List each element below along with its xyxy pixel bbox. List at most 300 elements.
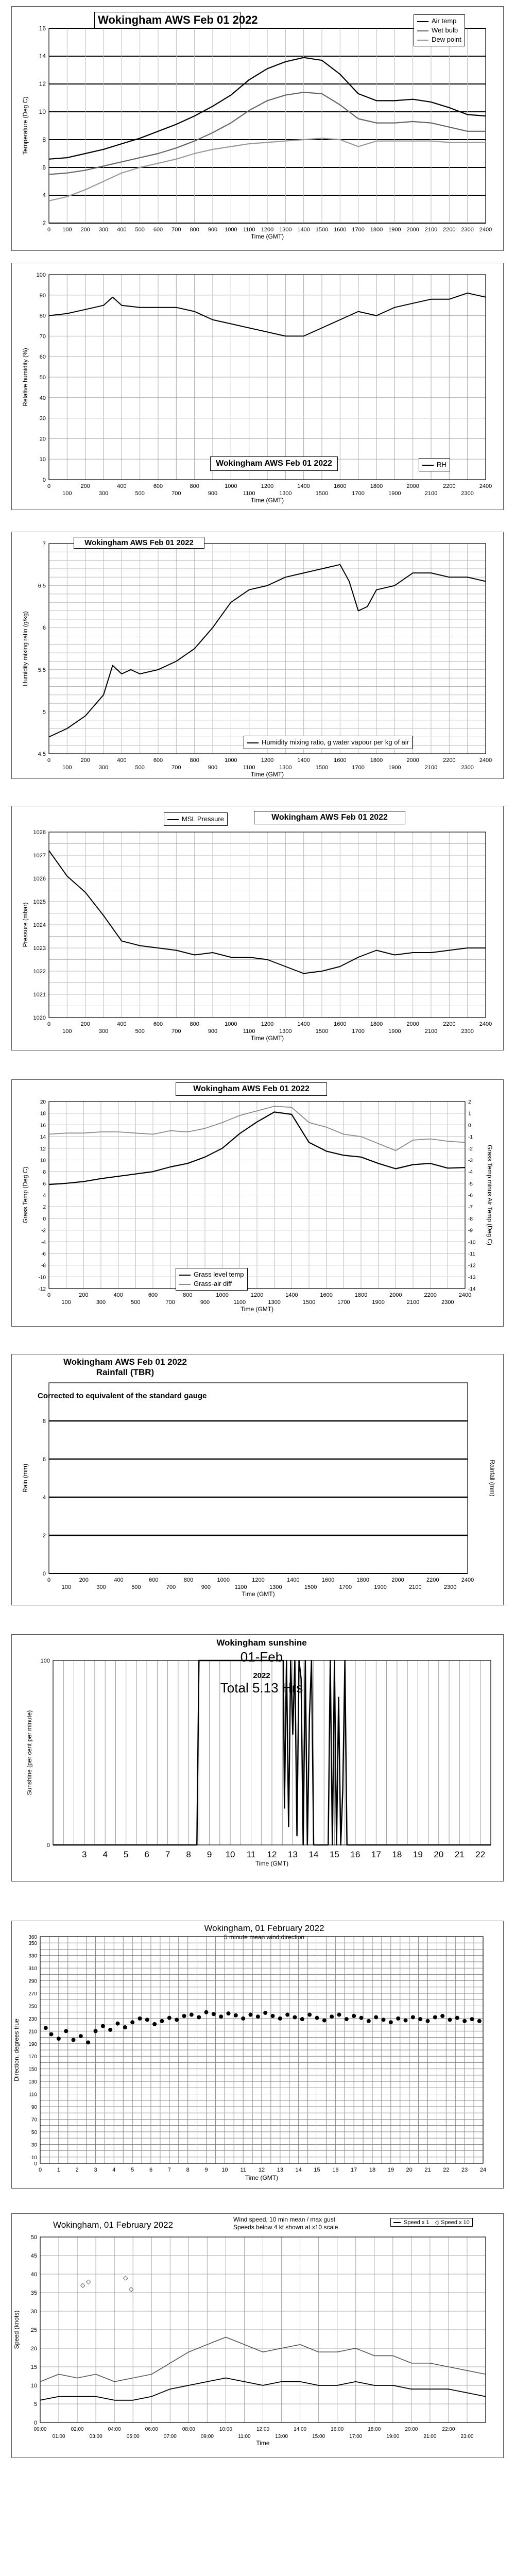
y-tick-label: 5 [33,2401,37,2408]
y-tick-label: 50 [39,375,46,381]
wind-direction-chart-svg [12,1921,504,2189]
x-tick-label: 1400 [297,483,310,489]
x-tick-label: 900 [208,227,218,233]
x-tick-label: 1400 [285,1292,298,1298]
x-tick-label: 13 [277,2167,283,2173]
legend-swatch-icon [167,819,179,820]
y-tick-label: 5.5 [38,667,46,673]
x-tick-label: 500 [135,765,145,771]
x-axis-title: Time (GMT) [245,2174,279,2181]
y-tick-label: 0 [468,1123,471,1129]
x-tick-label: 15:00 [312,2434,325,2439]
y-tick-label: 10 [30,2383,37,2389]
x-tick-label: 20 [406,2167,413,2173]
y-tick-label: -5 [468,1181,473,1187]
y-tick-label: 10 [40,1158,46,1164]
x-axis-title: Time (GMT) [255,1860,289,1867]
wind-direction-point [382,2018,386,2022]
x-tick-label: 18:00 [368,2427,381,2432]
wind-direction-point [64,2029,68,2033]
y-tick-label: 130 [28,2079,37,2086]
x-tick-label: 300 [96,1584,106,1590]
y-tick-label: 100 [36,272,46,278]
x-tick-label: 2200 [426,1577,439,1583]
x-tick-label: 5 [123,1850,129,1859]
y-tick-label: 30 [31,2142,37,2148]
x-tick-label: 08:00 [182,2427,195,2432]
legend-swatch-icon [417,21,428,22]
x-tick-label: 600 [153,227,163,233]
x-tick-label: 17:00 [349,2434,363,2439]
y-axis-title: Speed (knots) [13,2310,20,2349]
x-tick-label: 700 [171,765,181,771]
wind-direction-point [160,2019,164,2023]
wind-direction-point [116,2022,120,2026]
y-tick-label: 0 [43,1216,46,1222]
y-tick-label: 30 [30,2309,37,2315]
wind-speed-subtitle-2: Speeds below 4 kt shown at x10 scale [233,2224,338,2231]
x-tick-label: 1700 [339,1584,352,1590]
legend-rh [422,460,447,469]
x-tick-label: 1800 [356,1577,369,1583]
sunshine-year: 2022 [253,1671,270,1680]
x-tick-label: 1100 [243,490,255,497]
x-tick-label: 2100 [409,1584,422,1590]
x-tick-label: 10:00 [219,2427,232,2432]
y-tick-label: 7 [42,541,46,547]
y-tick-label: 250 [28,2004,37,2010]
x-tick-label: 9 [204,2167,208,2173]
x-tick-label: 300 [98,1028,109,1035]
wind-direction-point [404,2019,408,2023]
x-tick-label: 2100 [424,227,438,233]
y-tick-label: 170 [28,2054,37,2060]
x-tick-label: 12 [258,2167,265,2173]
wind-direction-point [123,2025,127,2029]
x-tick-label: 100 [62,490,72,497]
x-tick-label: 400 [113,1292,123,1298]
x-tick-label: 1700 [352,1028,365,1035]
y-tick-label: 35 [30,2290,37,2296]
pressure-chart-panel [11,806,504,1050]
x-tick-label: 11 [240,2167,246,2173]
x-tick-label: 0 [47,483,51,489]
legend-speed-x1 [393,2219,430,2226]
x-tick-label: 12 [267,1850,277,1859]
x-tick-label: 900 [208,490,218,497]
y-axis-title: Temperature (Deg C) [22,96,29,155]
x-tick-label: 0 [47,757,51,764]
x-tick-label: 700 [171,1028,181,1035]
wind-direction-point [44,2026,48,2030]
x-tick-label: 1900 [388,1028,401,1035]
x-tick-label: 1700 [352,490,365,497]
y-tick-label: 8 [42,136,46,143]
x-tick-label: 14 [308,1850,319,1859]
wind-direction-point [263,2011,267,2015]
y-tick-label: 45 [30,2253,37,2259]
x-tick-label: 02:00 [71,2427,84,2432]
x-tick-label: 300 [98,227,109,233]
wind-direction-chart-subtitle: 5 minute mean wind direction [224,1934,305,1941]
x-axis-title: Time (GMT) [250,771,284,778]
x-tick-label: 1300 [279,765,292,771]
wind-speed-chart-panel [11,2213,504,2458]
x-tick-label: 800 [190,1021,199,1027]
legend-swatch-icon [417,30,428,31]
x-axis-title: Time (GMT) [250,233,284,240]
x-tick-label: 1300 [279,490,292,497]
x-tick-label: 1200 [252,1577,265,1583]
x-tick-label: 1200 [261,1021,274,1027]
y-tick-label: -2 [468,1146,473,1152]
y-tick-label: 4.5 [38,751,46,757]
wind-direction-point [175,2018,179,2022]
y-tick-label: 1022 [33,969,46,975]
wind-direction-point [322,2019,327,2023]
x-tick-label: 11:00 [238,2434,251,2439]
y-tick-label: 6 [43,1181,46,1187]
x-tick-label: 2300 [461,490,474,497]
x-tick-label: 1200 [261,227,274,233]
speed-x10-point: ◇ [86,2278,91,2285]
y-tick-label: 2 [42,1533,46,1539]
x-tick-label: 1 [57,2167,60,2173]
y-tick-label: 1028 [33,829,46,836]
x-tick-label: 24 [479,2167,487,2173]
y-tick-label: 190 [28,2041,37,2047]
x-tick-label: 1900 [388,227,401,233]
y-tick-label: 2 [468,1099,471,1105]
y-tick-label: -2 [41,1228,46,1234]
wind-direction-point [204,2010,209,2014]
sunshine-date: 01-Feb [240,1649,283,1665]
x-tick-label: 2200 [443,227,456,233]
x-tick-label: 700 [171,490,181,497]
x-tick-label: 1000 [225,757,237,764]
x-tick-label: 1300 [279,1028,292,1035]
wind-direction-point [249,2013,253,2017]
legend-swatch-icon [179,1284,191,1285]
y-tick-label: 10 [39,456,46,463]
y-tick-label: 15 [30,2364,37,2370]
x-tick-label: 500 [131,1299,141,1306]
wind-direction-chart-panel [11,1921,504,2189]
legend-msl-pressure [167,815,224,824]
x-tick-label: 01:00 [52,2434,65,2439]
wind-direction-point [433,2015,437,2019]
y-axis-title: Humidity mixing ratio (g/kg) [22,611,29,686]
x-tick-label: 1000 [217,1577,230,1583]
wind-direction-point [145,2018,149,2022]
x-tick-label: 1600 [321,1577,335,1583]
y-tick-label: -8 [41,1263,46,1269]
y-tick-label: -9 [468,1228,473,1234]
grass-temp-chart-panel [11,1079,504,1327]
grass-temp-chart-title: Wokingham AWS Feb 01 2022 [176,1082,327,1096]
y-tick-label: 1024 [33,922,46,928]
x-tick-label: 18 [369,2167,376,2173]
wind-direction-point [337,2013,341,2017]
x-tick-label: 500 [135,227,145,233]
x-tick-label: 00:00 [33,2427,47,2432]
x-tick-label: 7 [165,1850,170,1859]
x-tick-label: 500 [135,1028,145,1035]
x-tick-label: 05:00 [126,2434,140,2439]
y-tick-label: 100 [40,1658,50,1664]
y-tick-label: 150 [28,2066,37,2073]
x-tick-label: 0 [38,2167,42,2173]
x-tick-label: 15 [329,1850,339,1859]
x-tick-label: 1900 [388,490,401,497]
x-tick-label: 20:00 [405,2427,418,2432]
x-tick-label: 2200 [443,1021,456,1027]
legend-grass-air-diff [179,1279,244,1289]
x-tick-label: 22:00 [442,2427,455,2432]
wind-direction-point [190,2013,194,2017]
x-tick-label: 15 [314,2167,320,2173]
x-tick-label: 200 [79,1577,89,1583]
x-tick-label: 1500 [315,227,329,233]
x-tick-label: 100 [61,1299,71,1306]
wind-direction-point [440,2014,444,2018]
x-tick-label: 2300 [461,1028,474,1035]
mixing-ratio-chart-panel [11,532,504,779]
x-tick-label: 19:00 [386,2434,400,2439]
wind-speed-chart-title: Wokingham, 01 February 2022 [53,2220,174,2230]
x-tick-label: 2200 [443,757,456,764]
y-axis-title-right: Grass Temp minus Air Temp (Deg C) [486,1145,493,1245]
wind-direction-point [219,2014,223,2019]
mixing-ratio-legend [244,736,413,749]
x-tick-label: 2 [75,2167,79,2173]
humidity-chart-panel [11,263,504,510]
y-tick-label: 80 [39,313,46,319]
x-tick-label: 9 [207,1850,212,1859]
x-tick-label: 2400 [458,1292,472,1298]
legend-speed-x10-label: Speed x 10 [441,2219,470,2226]
y-tick-label: -10 [38,1275,46,1281]
x-tick-label: 1100 [234,1584,247,1590]
x-tick-label: 600 [153,1021,163,1027]
y-tick-label: -14 [468,1286,476,1292]
x-tick-label: 0 [47,1577,51,1583]
y-tick-label: 6 [42,625,46,632]
x-tick-label: 5 [131,2167,134,2173]
speed-x10-point: ◇ [128,2285,134,2293]
x-tick-label: 1900 [374,1584,387,1590]
x-tick-label: 1600 [320,1292,333,1298]
x-tick-label: 2300 [441,1299,454,1306]
x-tick-label: 11 [246,1850,256,1859]
x-tick-label: 1000 [225,1021,237,1027]
x-tick-label: 16 [350,1850,360,1859]
temperature-chart-title: Wokingham AWS Feb 01 2022 [94,12,241,28]
wind-direction-point [359,2016,364,2020]
y-tick-label: 25 [30,2327,37,2333]
x-tick-label: 300 [98,765,109,771]
wind-direction-point [477,2019,482,2023]
y-tick-label: 70 [39,333,46,340]
x-tick-label: 1500 [315,765,329,771]
y-tick-label: 70 [31,2117,37,2123]
x-tick-label: 4 [112,2167,116,2173]
x-tick-label: 10 [221,2167,228,2173]
x-tick-label: 1900 [372,1299,385,1306]
y-tick-label: -1 [468,1134,473,1141]
y-axis-title: Rain (mm) [22,1464,29,1493]
wind-direction-point [315,2016,319,2020]
x-tick-label: 500 [135,490,145,497]
x-axis-title: Time (GMT) [250,1035,284,1042]
x-tick-label: 1800 [370,227,383,233]
temperature-chart-panel [11,6,504,251]
x-tick-label: 1800 [370,757,383,764]
x-axis-title: Time [256,2439,270,2447]
wind-direction-point [389,2020,393,2024]
y-tick-label: 60 [39,354,46,361]
legend-air-temp [417,16,461,26]
y-tick-label: -11 [468,1251,475,1257]
y-tick-label: 110 [29,2092,37,2098]
wind-direction-point [271,2014,275,2018]
wind-direction-point [307,2013,312,2017]
x-tick-label: 2400 [479,227,492,233]
y-tick-label: -12 [38,1286,46,1292]
x-tick-label: 100 [62,227,72,233]
x-tick-label: 03:00 [89,2434,102,2439]
y-tick-label: 4 [42,192,46,199]
x-tick-label: 3 [81,1850,87,1859]
x-tick-label: 200 [80,227,90,233]
x-tick-label: 1000 [216,1292,229,1298]
humidity-chart-svg [12,263,504,511]
wind-direction-point [396,2016,400,2021]
x-tick-label: 900 [200,1299,210,1306]
y-tick-label: 12 [39,80,46,88]
x-tick-label: 2100 [424,1028,438,1035]
x-tick-label: 1000 [225,227,237,233]
y-tick-label: -8 [468,1216,473,1222]
y-tick-label: 20 [30,2346,37,2352]
rainfall-chart-title: Wokingham AWS Feb 01 2022 [63,1357,187,1367]
x-tick-label: 400 [117,227,127,233]
sunshine-title-block [115,1638,408,1696]
x-tick-label: 1700 [337,1299,350,1306]
y-tick-label: -13 [468,1275,476,1281]
x-tick-label: 900 [201,1584,211,1590]
x-tick-label: 300 [98,490,109,497]
x-tick-label: 17 [371,1850,381,1859]
y-tick-label: 18 [40,1111,46,1117]
x-tick-label: 700 [165,1299,175,1306]
x-tick-label: 1700 [352,227,365,233]
y-tick-label: 6 [42,164,46,171]
x-tick-label: 2300 [461,765,474,771]
x-tick-label: 1500 [302,1299,316,1306]
x-tick-label: 2000 [406,483,419,489]
x-tick-label: 200 [79,1292,89,1298]
x-tick-label: 0 [47,1292,51,1298]
x-tick-label: 500 [131,1584,141,1590]
x-tick-label: 800 [190,757,199,764]
y-tick-label: 20 [40,1099,46,1105]
x-tick-label: 600 [153,757,163,764]
x-tick-label: 0 [47,227,51,233]
y-tick-label: -4 [468,1170,473,1176]
wind-direction-point [138,2016,142,2021]
y-axis-title: Relative humidity (%) [22,348,29,406]
x-axis-title: Time (GMT) [240,1306,274,1313]
wind-direction-chart-title: Wokingham, 01 February 2022 [204,1923,324,1933]
y-tick-label: 1027 [33,853,46,859]
x-tick-label: 10 [225,1850,235,1859]
y-tick-label: 1025 [33,899,46,905]
x-tick-label: 600 [149,1577,159,1583]
wind-direction-point [300,2017,304,2021]
x-tick-label: 07:00 [163,2434,177,2439]
y-tick-label: -4 [41,1240,46,1246]
x-tick-label: 1800 [370,483,383,489]
x-tick-label: 1400 [287,1577,300,1583]
y-tick-label: 2 [42,219,46,227]
legend-grass-level-temp-label: Grass level temp [194,1270,244,1278]
y-tick-label: 1021 [33,992,46,998]
rainfall-title-block [63,1357,187,1378]
x-tick-label: 400 [114,1577,124,1583]
legend-swatch-icon [422,465,434,466]
y-tick-label: -6 [41,1251,46,1257]
y-tick-label: 8 [43,1170,46,1176]
wind-direction-point [212,2012,216,2016]
y-tick-label: 6.5 [38,583,46,589]
y-tick-label: 10 [31,2155,37,2161]
x-tick-label: 16 [332,2167,339,2173]
legend-diamond-icon: ◇ [435,2219,440,2226]
x-tick-label: 800 [190,483,199,489]
wind-direction-point [130,2020,134,2024]
rainfall-chart-panel [11,1354,504,1605]
wind-direction-point [79,2034,83,2038]
x-tick-label: 1500 [304,1584,317,1590]
x-tick-label: 14 [295,2167,302,2173]
x-tick-label: 04:00 [108,2427,121,2432]
legend-mixing-ratio-label: Humidity mixing ratio, g water vapour per kg of air [262,738,409,746]
y-axis-title-right: Rainfall (mm) [489,1460,496,1497]
wind-direction-point [462,2019,467,2023]
x-tick-label: 1200 [261,483,274,489]
x-tick-label: 2300 [461,227,474,233]
legend-dew-point [417,35,461,44]
y-tick-label: 90 [39,292,46,299]
x-tick-label: 14:00 [294,2427,307,2432]
legend-msl-pressure-label: MSL Pressure [182,815,224,823]
y-tick-label: 5 [42,709,46,716]
x-tick-label: 6 [144,1850,149,1859]
x-tick-label: 200 [80,1021,90,1027]
x-tick-label: 900 [208,1028,218,1035]
x-tick-label: 8 [186,1850,191,1859]
x-tick-label: 18 [392,1850,402,1859]
y-tick-label: 0 [42,1571,46,1577]
wind-direction-point [227,2011,231,2015]
x-tick-label: 1100 [233,1299,246,1306]
legend-grass-level-temp [179,1270,244,1279]
x-tick-label: 09:00 [200,2434,214,2439]
grass-temp-legend [176,1268,248,1291]
x-tick-label: 800 [190,227,199,233]
legend-grass-air-diff-label: Grass-air diff [194,1280,232,1287]
